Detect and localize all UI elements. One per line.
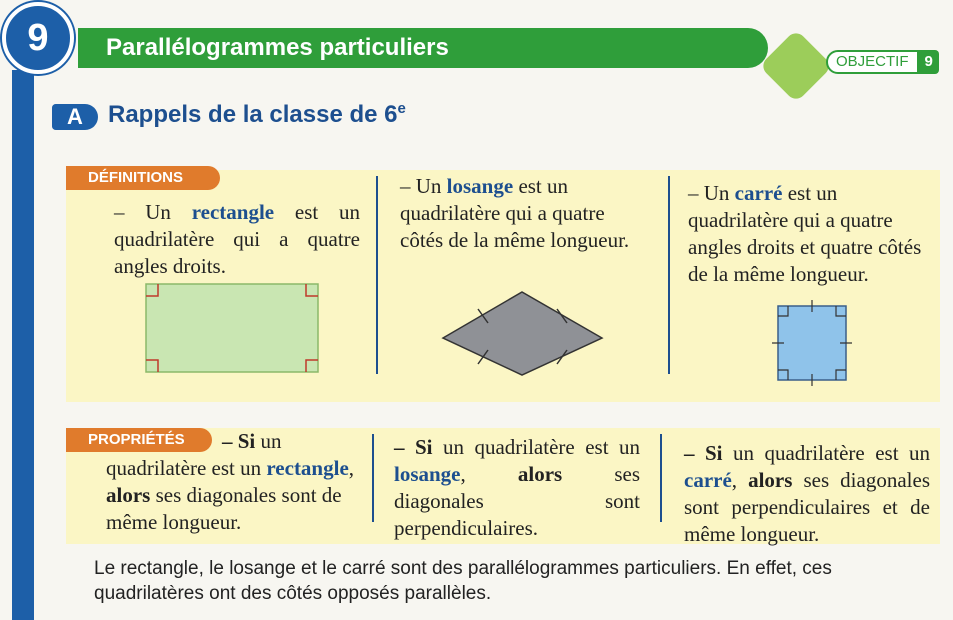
keyword-losange: losange (394, 462, 461, 486)
property-carre: – Si un quadrilatère est un carré, alors ses diagonales sont perpendiculaires et de même longueur. (684, 441, 931, 546)
column-divider (372, 434, 374, 522)
properties-tag: PROPRIÉTÉS (66, 428, 212, 452)
keyword-carre: carré (684, 468, 732, 492)
definition-losange: – Un losange est un quadrilatère qui a quatre côtés de la même longueur. (400, 174, 630, 252)
definition-carre: – Un carré est un quadrilatère qui a quatre angles droits et quatre côtés de la même longueur. (688, 181, 922, 286)
property-losange: – Si un quadrilatère est un losange, alors ses diagonales sont perpendiculaires. (394, 435, 641, 540)
definitions-tag: DÉFINITIONS (66, 166, 220, 190)
footer-text: Le rectangle, le losange et le carré sont des parallélogrammes particuliers. En effet, ces quadrilatères ont des côtés opposés parallèles. (94, 558, 832, 604)
section-title-sup: e (397, 100, 406, 117)
column-divider (660, 434, 662, 522)
rectangle-figure (146, 284, 318, 372)
keyword-losange: losange (446, 174, 514, 198)
definition-rectangle: – Un rectangle est un quadrilatère qui a quatre angles droits. (114, 200, 361, 278)
keyword-rectangle: rectangle (266, 456, 349, 480)
chapter-title: Parallélogrammes particuliers (106, 34, 449, 61)
section-title-text: Rappels de la classe de 6 (108, 101, 398, 128)
losange-figure (443, 292, 602, 375)
objectif-number: 9 (919, 50, 939, 74)
property-rectangle: – Si un quadrilatère est un rectangle, alors ses diagonales sont de même longueur. (106, 429, 355, 534)
carre-figure (772, 300, 852, 386)
objectif-label: OBJECTIF (826, 50, 919, 74)
section-letter-badge: A (52, 104, 98, 130)
keyword-rectangle: rectangle (191, 200, 275, 224)
chapter-number: 9 (27, 16, 49, 59)
keyword-carre: carré (734, 181, 783, 205)
